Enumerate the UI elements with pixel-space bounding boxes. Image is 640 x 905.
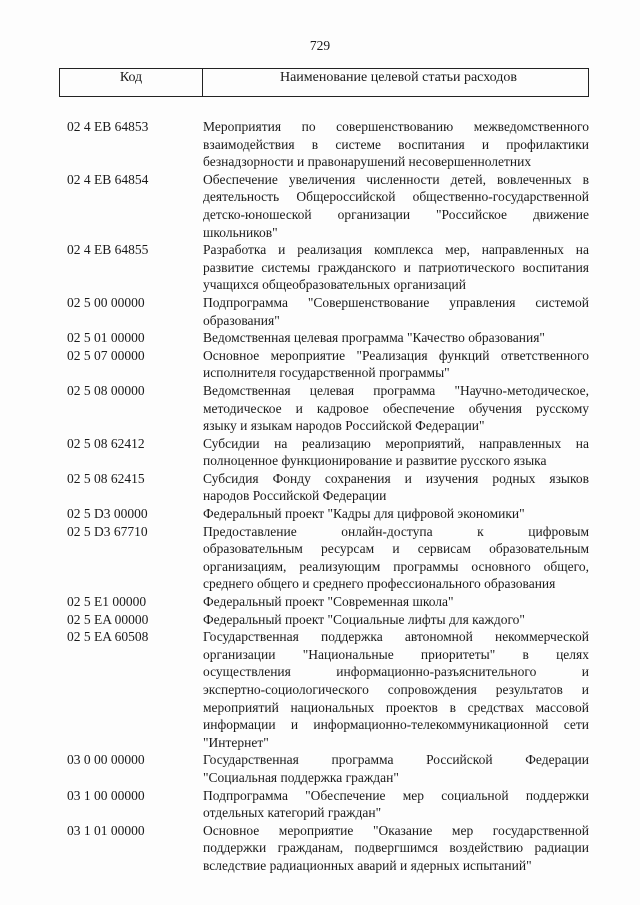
- table-row: [0, 329, 640, 347]
- description-line: Государственная программа Российской Федерации: [203, 752, 589, 768]
- description-line: полноценное функционирование и развитие русского языка: [203, 453, 547, 469]
- description-line: языку и языкам народов Российской Федерации": [203, 418, 485, 434]
- description-line: Обеспечение увеличения численности детей, вовлеченных в: [203, 171, 589, 187]
- header-name: Наименование целевой статьи расходов: [279, 70, 518, 85]
- row-code: 02 5 08 62415: [67, 470, 145, 486]
- description-line: "Социальная поддержка граждан": [203, 769, 399, 785]
- row-description: [203, 611, 589, 629]
- row-description: [203, 628, 589, 751]
- row-code: 02 5 08 00000: [67, 382, 145, 398]
- row-code: 03 1 01 00000: [67, 822, 145, 838]
- table-header: [59, 68, 589, 97]
- row-code: 02 5 E1 00000: [67, 594, 147, 610]
- description-line: образовательным ресурсам и сервисам образовательным: [203, 541, 589, 557]
- row-description: [203, 751, 589, 786]
- description-line: учащихся общеобразовательных организаций: [203, 277, 466, 293]
- row-code: 02 4 EB 64855: [67, 242, 149, 258]
- table-row: [0, 628, 640, 751]
- description-line: взаимодействия в системе воспитания и профилактики: [203, 136, 589, 152]
- description-line: Ведомственная целевая программа "Качество образования": [203, 330, 545, 346]
- row-description: [203, 118, 589, 171]
- row-description: [203, 294, 589, 329]
- description-line: Основное мероприятие "Реализация функций ответственного: [203, 347, 589, 363]
- table-row: [0, 347, 640, 382]
- row-description: [203, 593, 589, 611]
- row-description: [203, 470, 589, 505]
- description-line: "Интернет": [203, 734, 269, 750]
- row-description: [203, 523, 589, 593]
- description-line: Субсидия Фонду сохранения и изучения родных языков: [203, 470, 589, 486]
- table-row: [0, 523, 640, 593]
- row-description: [203, 171, 589, 241]
- table-row: [0, 593, 640, 611]
- table-row: [0, 435, 640, 470]
- table-row: [0, 611, 640, 629]
- row-code: 02 5 01 00000: [67, 330, 145, 346]
- description-line: школьников": [203, 224, 278, 240]
- header-code: Код: [60, 69, 203, 96]
- description-line: Субсидии на реализацию мероприятий, направленных на: [203, 435, 589, 451]
- row-code: 02 5 EA 00000: [67, 611, 149, 627]
- description-line: деятельность Общероссийской общественно-государственной: [203, 189, 589, 205]
- row-code: 02 5 08 62412: [67, 435, 145, 451]
- row-code: 02 4 EB 64853: [67, 119, 149, 134]
- row-description: [203, 822, 589, 875]
- row-code: 03 0 00 00000: [67, 752, 145, 768]
- description-line: исполнителя государственной программы": [203, 365, 450, 381]
- row-code: 02 5 07 00000: [67, 347, 145, 363]
- description-line: осуществления информационно-разъяснительного и: [203, 664, 589, 680]
- table-row: [0, 241, 640, 294]
- row-description: [203, 435, 589, 470]
- table-row: [0, 171, 640, 241]
- row-description: [203, 241, 589, 294]
- page-number: 729: [309, 38, 331, 53]
- row-code: 02 5 D3 00000: [67, 506, 148, 522]
- description-line: среднего общего и среднего профессионального образования: [203, 576, 556, 592]
- description-line: Подпрограмма "Совершенствование управления системой: [203, 294, 589, 310]
- description-line: экспертно-социологического сопровождения результатов и: [203, 682, 589, 697]
- table-row: [0, 382, 640, 435]
- description-line: методическое и кадровое обеспечение обучения русскому: [203, 400, 589, 416]
- description-line: Основное мероприятие "Оказание мер государственной: [203, 822, 589, 838]
- description-line: Федеральный проект "Кадры для цифровой экономики": [203, 506, 525, 522]
- table-row: [0, 118, 640, 171]
- table-row: [0, 470, 640, 505]
- table-row: [0, 787, 640, 822]
- description-line: народов Российской Федерации: [203, 488, 387, 504]
- description-line: Федеральный проект "Социальные лифты для каждого": [203, 611, 525, 627]
- description-line: вследствие радиационных аварий и ядерных испытаний": [203, 857, 532, 873]
- description-line: организациям, реализующим программы основного общего,: [203, 558, 589, 574]
- description-line: детско-юношеской организации "Российское движение: [203, 206, 589, 222]
- description-line: поддержки гражданам, подвергшимся воздействию радиации: [203, 840, 589, 856]
- row-description: [203, 787, 589, 822]
- row-code: 02 5 D3 67710: [67, 523, 148, 539]
- description-line: информации и информационно-телекоммуникационной сети: [203, 717, 589, 733]
- description-line: Подпрограмма "Обеспечение мер социальной поддержки: [203, 787, 589, 803]
- table-row: [0, 822, 640, 875]
- description-line: Государственная поддержка автономной некоммерческой: [203, 629, 589, 645]
- description-line: образования": [203, 312, 280, 328]
- row-description: [203, 505, 589, 523]
- row-code: 02 5 00 00000: [67, 294, 145, 310]
- table-row: [0, 505, 640, 523]
- row-code: 02 5 EA 60508: [67, 629, 149, 645]
- description-line: организации "Национальные приоритеты" в целях: [203, 646, 589, 662]
- row-description: [203, 382, 589, 435]
- table-row: [0, 751, 640, 786]
- table-row: [0, 294, 640, 329]
- row-code: 03 1 00 00000: [67, 787, 145, 803]
- row-code: 02 4 EB 64854: [67, 171, 149, 187]
- description-line: Ведомственная целевая программа "Научно-методическое,: [203, 382, 589, 398]
- description-line: Разработка и реализация комплекса мер, направленных на: [203, 242, 589, 258]
- table-body: [0, 118, 640, 875]
- description-line: мероприятий национальных проектов в средствах массовой: [203, 699, 589, 715]
- description-line: Предоставление онлайн-доступа к цифровым: [203, 523, 589, 539]
- row-description: [203, 347, 589, 382]
- description-line: развитие системы гражданского и патриотического воспитания: [203, 259, 589, 275]
- description-line: безнадзорности и правонарушений несовершеннолетних: [203, 154, 532, 170]
- description-line: Федеральный проект "Современная школа": [203, 594, 454, 610]
- row-description: [203, 329, 589, 347]
- description-line: отдельных категорий граждан": [203, 805, 382, 821]
- description-line: Мероприятия по совершенствованию межведомственного: [203, 119, 589, 134]
